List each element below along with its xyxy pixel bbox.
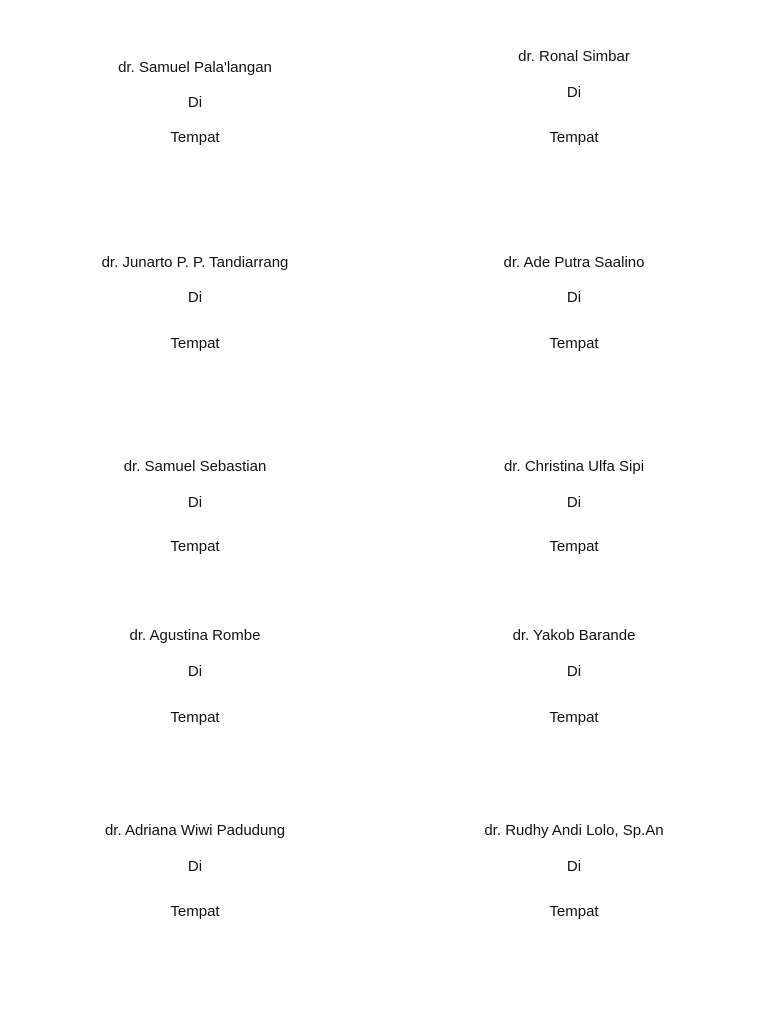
recipient-di: Di — [187, 94, 203, 111]
recipient-tempat: Tempat — [170, 538, 220, 555]
recipient-tempat: Tempat — [549, 709, 599, 726]
recipient-tempat: Tempat — [170, 129, 220, 146]
recipient-di: Di — [187, 289, 203, 306]
recipient-tempat: Tempat — [549, 903, 599, 920]
recipient-di: Di — [187, 663, 203, 680]
recipient-name: dr. Rudhy Andi Lolo, Sp.An — [484, 822, 664, 839]
recipient-di: Di — [187, 494, 203, 511]
recipient-name: dr. Yakob Barande — [512, 627, 636, 644]
recipient-name: dr. Samuel Sebastian — [123, 458, 267, 475]
recipient-tempat: Tempat — [549, 538, 599, 555]
recipient-tempat: Tempat — [170, 903, 220, 920]
recipient-name: dr. Ronal Simbar — [518, 48, 630, 65]
recipient-name: dr. Junarto P. P. Tandiarrang — [101, 254, 289, 271]
recipient-name: dr. Christina Ulfa Sipi — [503, 458, 645, 475]
recipient-tempat: Tempat — [170, 709, 220, 726]
recipient-tempat: Tempat — [170, 335, 220, 352]
recipient-tempat: Tempat — [549, 129, 599, 146]
recipient-di: Di — [566, 494, 582, 511]
recipient-name: dr. Agustina Rombe — [129, 627, 261, 644]
recipient-di: Di — [187, 858, 203, 875]
recipient-di: Di — [566, 858, 582, 875]
recipient-di: Di — [566, 84, 582, 101]
recipient-name: dr. Ade Putra Saalino — [503, 254, 645, 271]
recipient-name: dr. Adriana Wiwi Padudung — [104, 822, 286, 839]
recipient-tempat: Tempat — [549, 335, 599, 352]
recipient-name: dr. Samuel Pala'langan — [118, 59, 272, 76]
recipient-di: Di — [566, 663, 582, 680]
recipient-di: Di — [566, 289, 582, 306]
